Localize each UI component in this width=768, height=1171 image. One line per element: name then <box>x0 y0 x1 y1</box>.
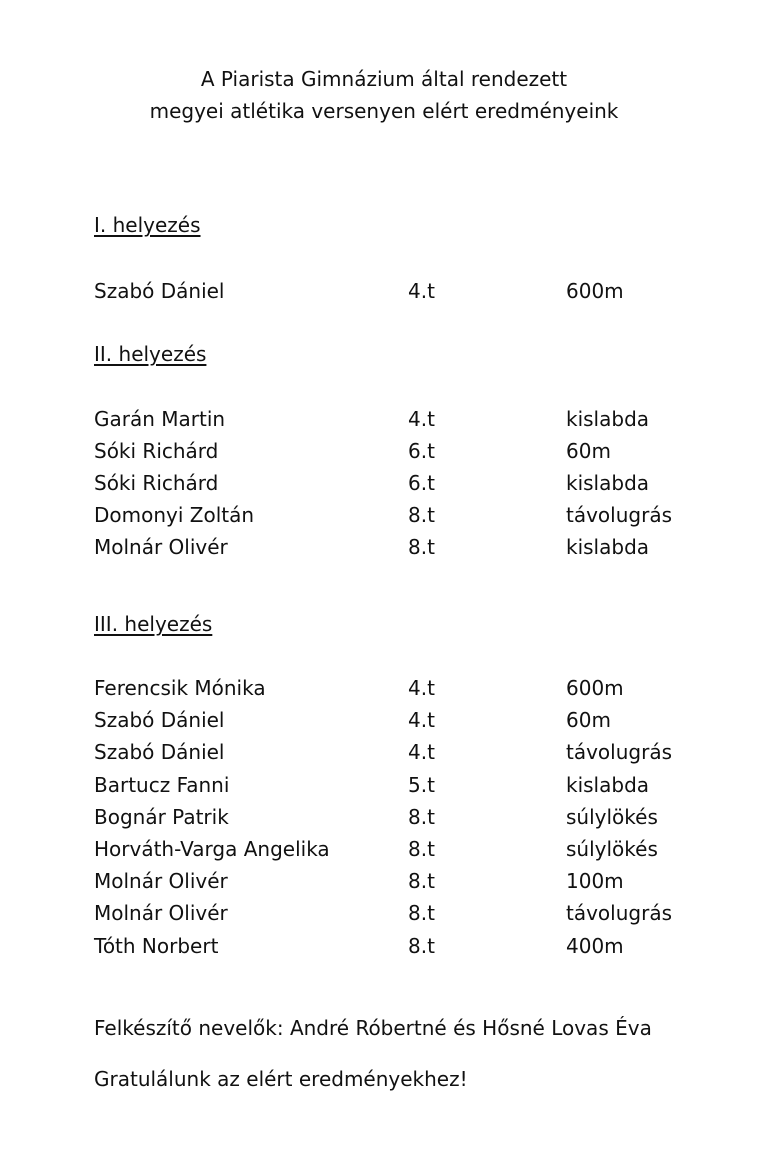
athlete-event: kislabda <box>566 407 650 431</box>
athlete-event: 100m <box>566 869 624 893</box>
athlete-event: 600m <box>566 279 624 303</box>
athlete-class: 8.t <box>408 535 435 559</box>
athlete-event: távolugrás <box>566 901 672 925</box>
result-row <box>0 740 768 768</box>
athlete-class: 4.t <box>408 708 435 732</box>
athlete-class: 4.t <box>408 740 435 764</box>
athlete-event: súlylökés <box>566 837 658 861</box>
athlete-name: Szabó Dániel <box>94 279 225 303</box>
document-title-line-2: megyei atlétika versenyen elért eredményeink <box>149 99 619 123</box>
athlete-event: 600m <box>566 676 624 700</box>
athlete-name: Szabó Dániel <box>94 740 225 764</box>
section-heading-third-place: III. helyezés <box>94 612 213 636</box>
athlete-name: Ferencsik Mónika <box>94 676 266 700</box>
athlete-event: 400m <box>566 934 624 958</box>
athlete-class: 6.t <box>408 439 435 463</box>
result-row <box>0 805 768 833</box>
athlete-event: súlylökés <box>566 805 658 829</box>
athlete-name: Horváth-Varga Angelika <box>94 837 330 861</box>
athlete-class: 6.t <box>408 471 435 495</box>
athlete-name: Garán Martin <box>94 407 226 431</box>
result-row <box>0 901 768 929</box>
athlete-name: Molnár Olivér <box>94 535 228 559</box>
result-row <box>0 535 768 563</box>
athlete-class: 8.t <box>408 869 435 893</box>
congratulations-note: Gratulálunk az elért eredményekhez! <box>94 1067 468 1091</box>
teachers-credit: Felkészítő nevelők: André Róbertné és Hősné Lovas Éva <box>94 1016 652 1040</box>
athlete-event: távolugrás <box>566 740 672 764</box>
section-heading-second-place: II. helyezés <box>94 342 207 366</box>
athlete-class: 8.t <box>408 901 435 925</box>
result-row <box>0 869 768 897</box>
result-row <box>0 503 768 531</box>
athlete-name: Szabó Dániel <box>94 708 225 732</box>
result-row <box>0 471 768 499</box>
section-heading-first-place: I. helyezés <box>94 213 201 237</box>
athlete-name: Domonyi Zoltán <box>94 503 255 527</box>
athlete-name: Tóth Norbert <box>94 934 219 958</box>
result-row <box>0 837 768 865</box>
result-row <box>0 708 768 736</box>
athlete-name: Bognár Patrik <box>94 805 229 829</box>
result-row <box>0 439 768 467</box>
athlete-event: 60m <box>566 708 611 732</box>
result-row <box>0 676 768 704</box>
athlete-name: Molnár Olivér <box>94 869 228 893</box>
athlete-class: 4.t <box>408 676 435 700</box>
document-title-line-1: A Piarista Gimnázium által rendezett <box>200 67 568 91</box>
athlete-event: távolugrás <box>566 503 672 527</box>
athlete-event: kislabda <box>566 535 650 559</box>
athlete-event: kislabda <box>566 773 650 797</box>
athlete-class: 4.t <box>408 407 435 431</box>
athlete-name: Sóki Richárd <box>94 471 219 495</box>
result-row <box>0 773 768 801</box>
athlete-event: kislabda <box>566 471 650 495</box>
athlete-class: 8.t <box>408 837 435 861</box>
result-row <box>0 934 768 962</box>
athlete-class: 8.t <box>408 934 435 958</box>
athlete-class: 5.t <box>408 773 435 797</box>
result-row <box>0 407 768 435</box>
athlete-name: Bartucz Fanni <box>94 773 230 797</box>
athlete-class: 8.t <box>408 805 435 829</box>
athlete-name: Molnár Olivér <box>94 901 228 925</box>
athlete-event: 60m <box>566 439 611 463</box>
athlete-class: 4.t <box>408 279 435 303</box>
result-row <box>0 279 768 307</box>
athlete-name: Sóki Richárd <box>94 439 219 463</box>
athlete-class: 8.t <box>408 503 435 527</box>
